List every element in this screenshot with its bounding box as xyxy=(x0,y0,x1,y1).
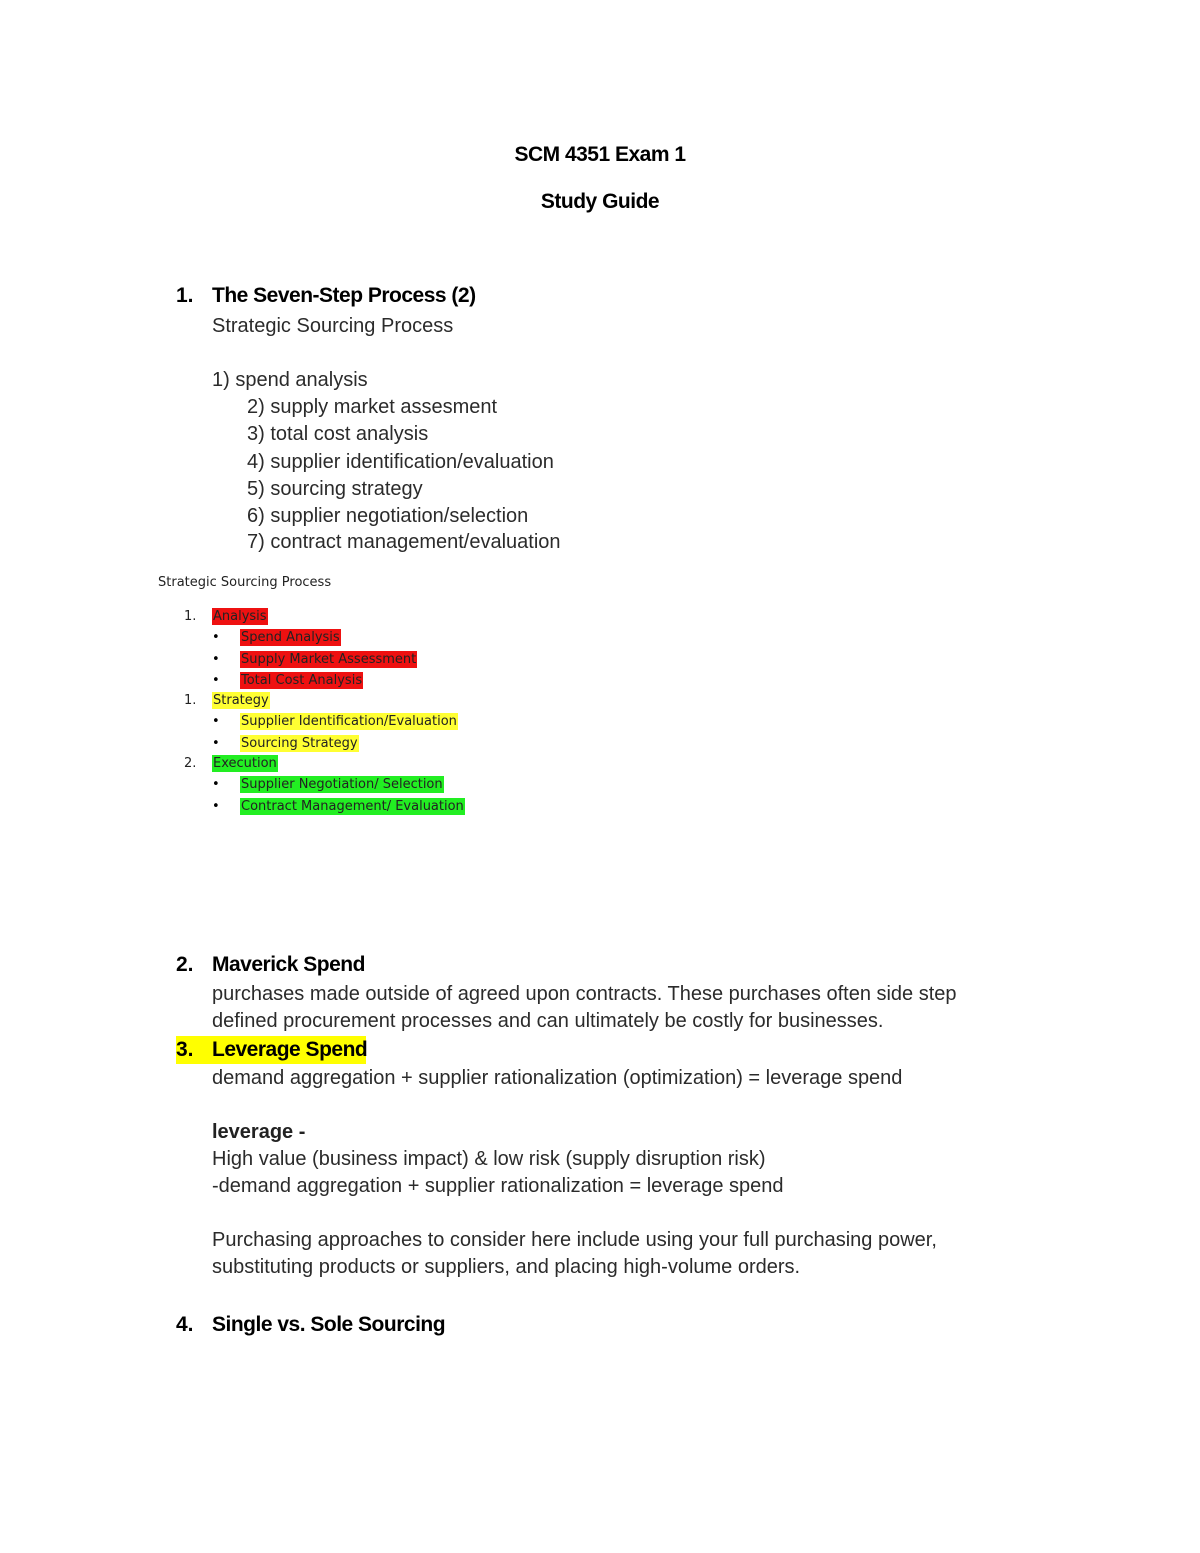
approach-line: substituting products or suppliers, and placing high-volume orders. xyxy=(212,1256,801,1278)
figure-item: Supplier Identification/Evaluation xyxy=(241,714,457,729)
section-1-number: 1. xyxy=(176,284,194,307)
section-2-line: purchases made outside of agreed upon contracts. These purchases often side step xyxy=(212,983,957,1005)
figure-item: Supply Market Assessment xyxy=(241,652,417,667)
step-1: 1) spend analysis xyxy=(212,369,368,391)
bullet-icon: • xyxy=(212,799,220,814)
leverage-label: leverage - xyxy=(212,1121,306,1143)
step-5: 5) sourcing strategy xyxy=(247,478,423,500)
figure-group-label-analysis: Analysis xyxy=(213,609,267,624)
section-2-heading: Maverick Spend xyxy=(212,953,365,976)
figure-group-label-strategy: Strategy xyxy=(213,693,269,708)
section-3-number: 3. xyxy=(176,1038,194,1061)
section-2-number: 2. xyxy=(176,953,194,976)
bullet-icon: • xyxy=(212,630,220,645)
step-2: 2) supply market assesment xyxy=(247,396,498,418)
figure-group-label-execution: Execution xyxy=(213,756,277,771)
figure-item: Contract Management/ Evaluation xyxy=(241,799,464,814)
step-4: 4) supplier identification/evaluation xyxy=(247,451,554,473)
figure-item: Total Cost Analysis xyxy=(241,673,363,688)
section-3-heading: Leverage Spend xyxy=(212,1038,368,1061)
document-subtitle: Study Guide xyxy=(540,190,660,213)
section-4-number: 4. xyxy=(176,1313,194,1336)
section-2-line: defined procurement processes and can ultimately be costly for businesses. xyxy=(212,1010,884,1032)
figure-item: Spend Analysis xyxy=(241,630,340,645)
step-7: 7) contract management/evaluation xyxy=(247,531,561,553)
figure-group-number: 1. xyxy=(184,693,197,708)
figure-group-number: 1. xyxy=(184,609,197,624)
leverage-line: -demand aggregation + supplier rationalization = leverage spend xyxy=(212,1175,784,1197)
step-6: 6) supplier negotiation/selection xyxy=(247,505,529,527)
bullet-icon: • xyxy=(212,652,220,667)
section-1-subheading: Strategic Sourcing Process xyxy=(212,315,454,337)
step-3: 3) total cost analysis xyxy=(247,423,429,445)
bullet-icon: • xyxy=(212,714,220,729)
bullet-icon: • xyxy=(212,777,220,792)
figure-group-number: 2. xyxy=(184,756,197,771)
leverage-line: High value (business impact) & low risk (supply disruption risk) xyxy=(212,1148,766,1170)
document-title: SCM 4351 Exam 1 xyxy=(514,143,686,166)
section-4-heading: Single vs. Sole Sourcing xyxy=(212,1313,446,1336)
bullet-icon: • xyxy=(212,736,220,751)
figure-title: Strategic Sourcing Process xyxy=(158,575,332,590)
figure-item: Sourcing Strategy xyxy=(241,736,358,751)
section-1-heading: The Seven-Step Process (2) xyxy=(212,284,476,307)
figure-item: Supplier Negotiation/ Selection xyxy=(241,777,443,792)
section-3-formula: demand aggregation + supplier rationalization (optimization) = leverage spend xyxy=(212,1067,903,1089)
approach-line: Purchasing approaches to consider here include using your full purchasing power, xyxy=(212,1229,937,1251)
bullet-icon: • xyxy=(212,673,220,688)
